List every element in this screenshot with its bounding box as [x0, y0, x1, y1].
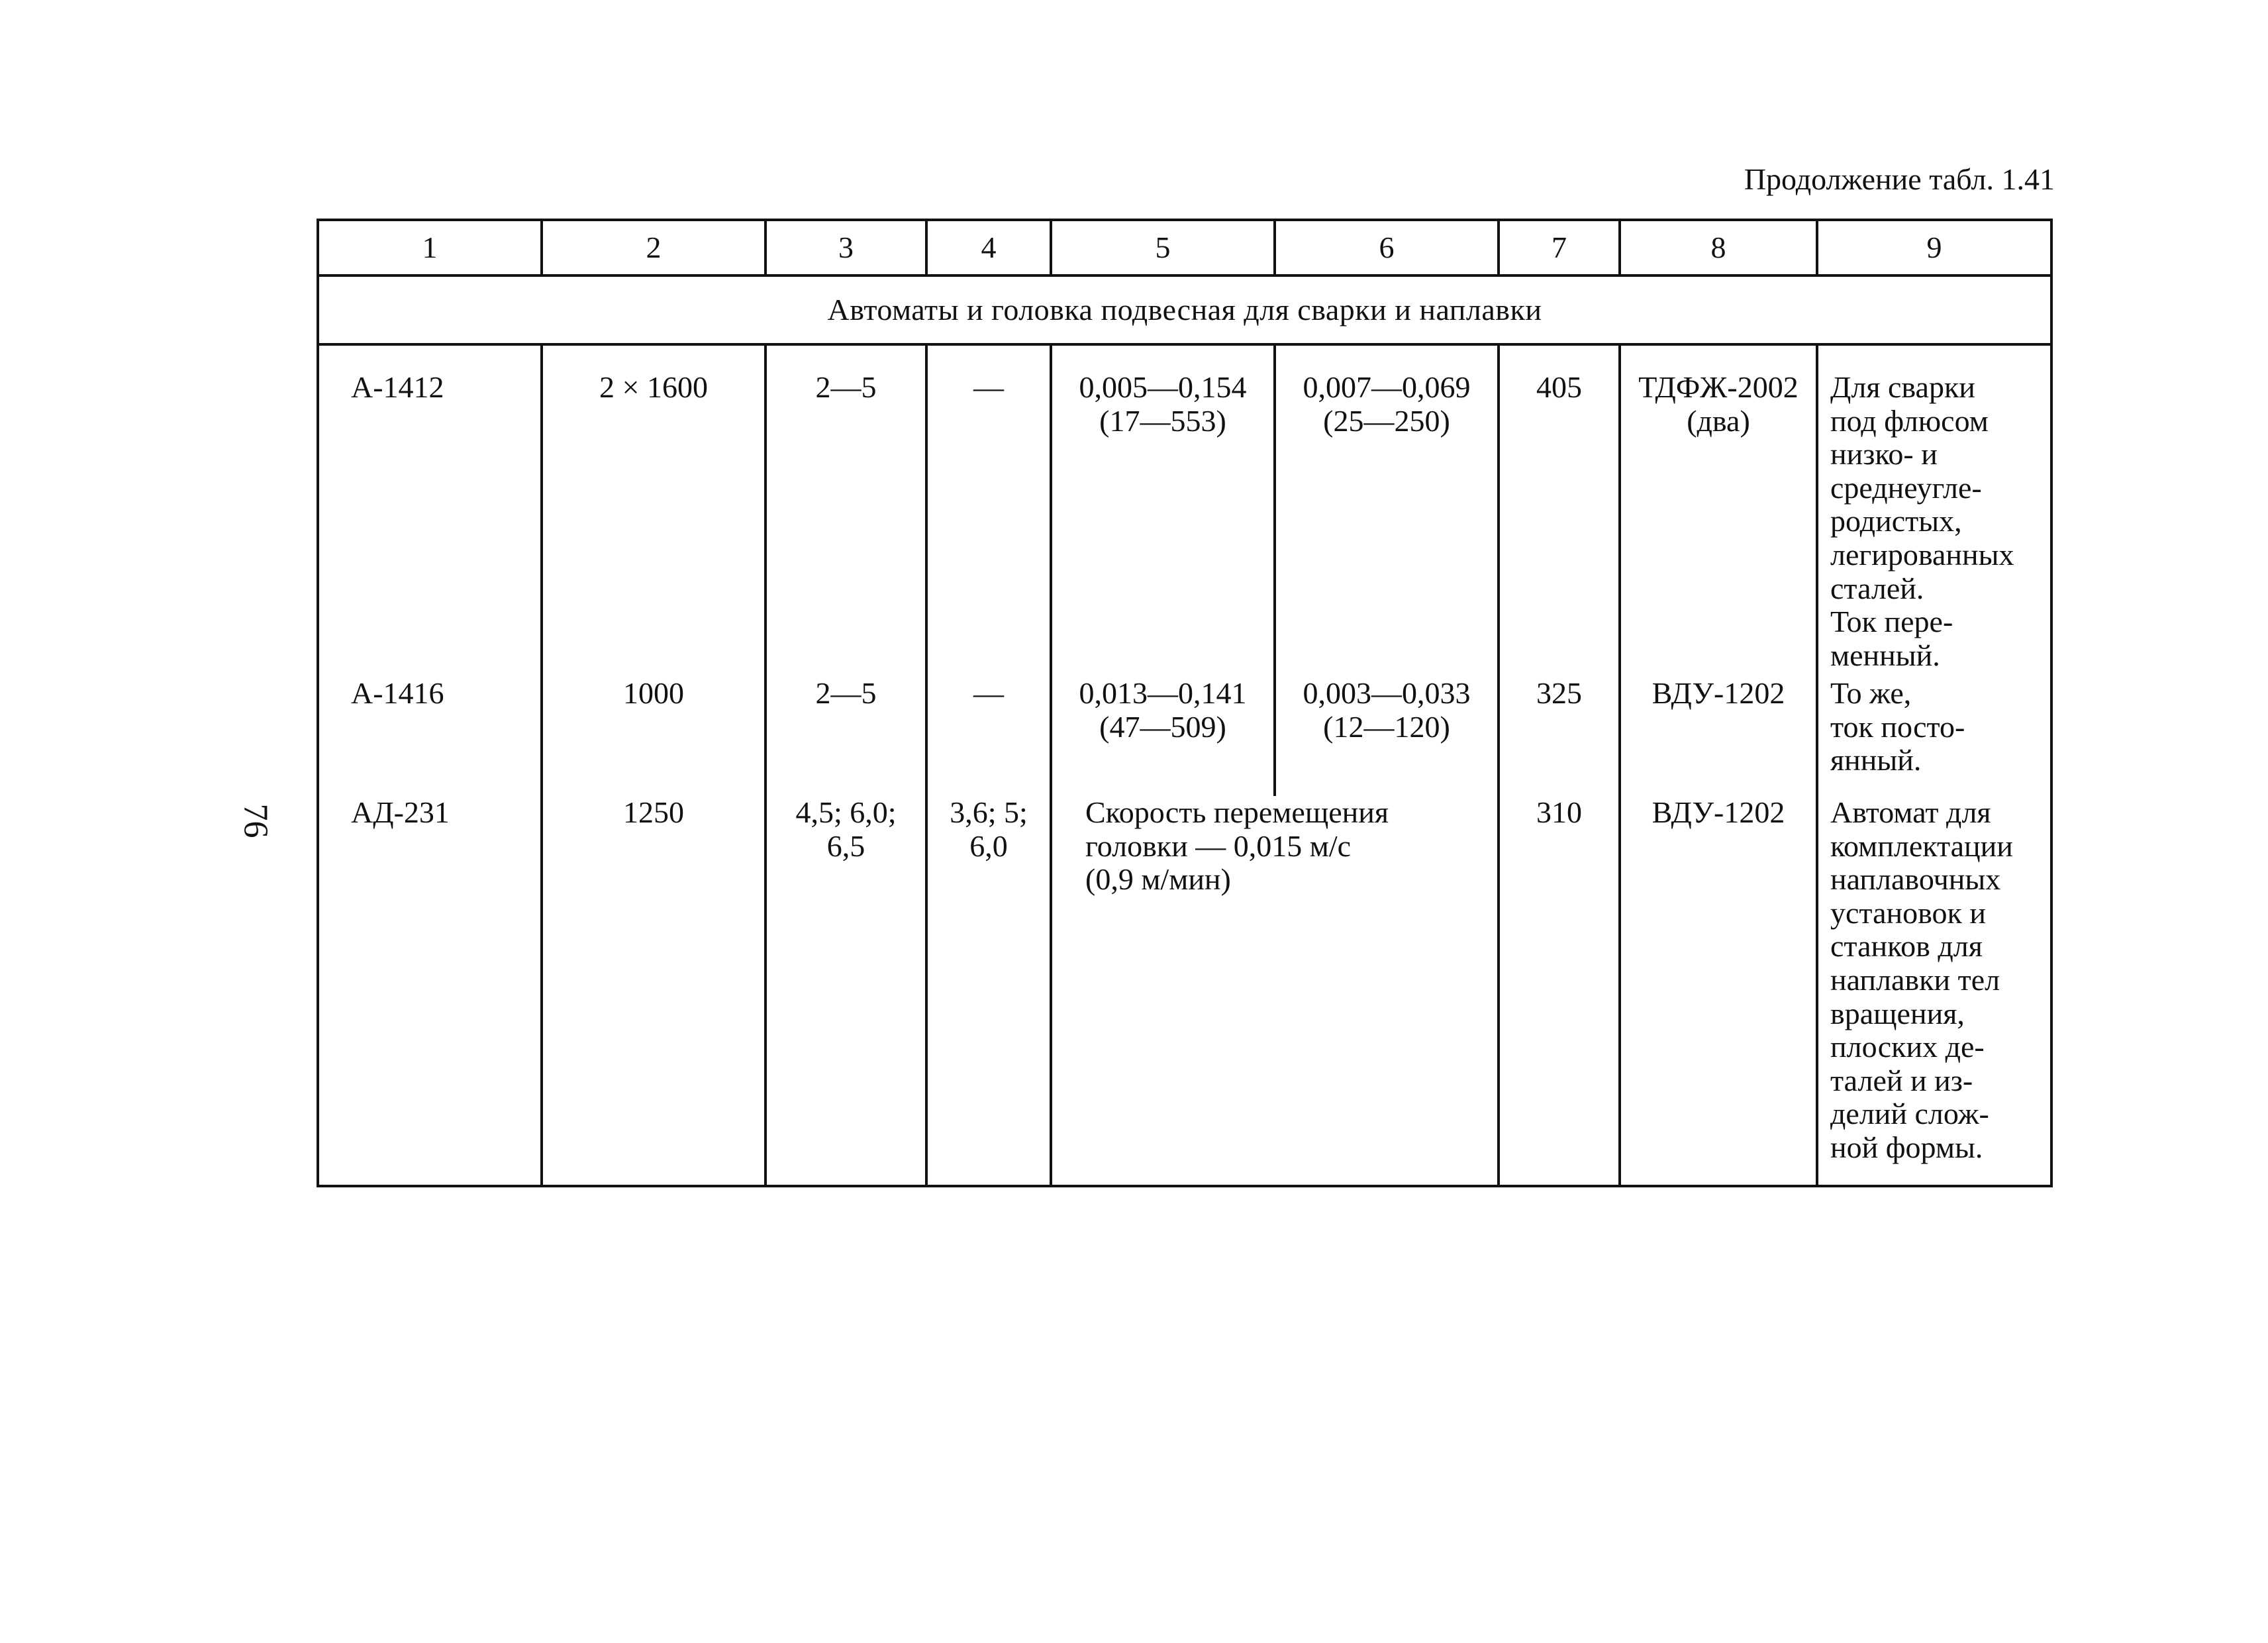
current-cell: 1000: [542, 677, 765, 796]
cell-line: 0,003—0,033: [1303, 676, 1471, 710]
cell-line: (12—120): [1323, 709, 1450, 744]
table-caption: Продолжение табл. 1.41: [1744, 162, 2055, 196]
cell-line: под флюсом: [1830, 403, 1989, 438]
cell-line: Скорость перемещения: [1085, 795, 1389, 829]
cell-line: Для сварки: [1830, 370, 1975, 404]
cell-line: ВДУ-1202: [1652, 676, 1785, 710]
cell-line: (17—553): [1099, 403, 1226, 438]
wire-feed-speed-cell: [1051, 344, 1275, 677]
model-cell: АД-231: [318, 796, 542, 1186]
cell-line: 0,007—0,069: [1303, 370, 1471, 404]
cell-line: легированных: [1830, 537, 2014, 572]
cell-line: (25—250): [1323, 403, 1450, 438]
electrode-diameter-cell: 2—5: [765, 344, 926, 677]
welding-speed-cell: [1275, 677, 1499, 796]
power-source-cell: [1620, 796, 1817, 1186]
power-source-cell: [1620, 344, 1817, 677]
cell-line: делий слож-: [1830, 1097, 1989, 1131]
electrode-diameter-cell: 2—5: [765, 677, 926, 796]
cell-line: наплавочных: [1830, 862, 2001, 897]
spec-table: [317, 219, 2053, 1187]
cell-line: (0,9 м/мин): [1085, 862, 1231, 897]
cell-line: (47—509): [1099, 709, 1226, 744]
column-header: 8: [1620, 220, 1817, 275]
welding-speed-cell: [1275, 344, 1499, 677]
note-cell: [1817, 796, 2051, 1186]
cell-line: низко- и: [1830, 437, 1938, 472]
cell-line: ТДФЖ-2002: [1638, 370, 1799, 404]
cell-line: То же,: [1830, 676, 1912, 710]
column-header: 6: [1275, 220, 1499, 275]
current-cell: 2 × 1600: [542, 344, 765, 677]
cell-line: ной формы.: [1830, 1130, 1983, 1164]
electrode-diameter-cell: [765, 796, 926, 1186]
cell-line: вращения,: [1830, 996, 1965, 1030]
cell-line: 6,5: [826, 828, 865, 863]
section-header-row: [318, 275, 2051, 344]
model-cell: А-1416: [318, 677, 542, 796]
cell-line: талей и из-: [1830, 1063, 1973, 1097]
cell-line: янный.: [1830, 743, 1922, 777]
wire-diameter-cell: [926, 796, 1051, 1186]
cell-line: 3,6; 5;: [950, 795, 1028, 829]
cell-line: (два): [1687, 403, 1750, 438]
table-row: [318, 677, 2051, 796]
cell-line: установок и: [1830, 895, 1986, 930]
mass-cell: 310: [1499, 796, 1620, 1186]
cell-line: наплавки тел: [1830, 962, 2000, 997]
cell-line: 6,0: [969, 828, 1008, 863]
table-row: [318, 796, 2051, 1186]
current-cell: 1250: [542, 796, 765, 1186]
cell-line: плоских де-: [1830, 1030, 1985, 1064]
cell-line: Ток пере-: [1830, 605, 1953, 639]
cell-line: ВДУ-1202: [1652, 795, 1785, 829]
page-number: 76: [236, 803, 275, 838]
column-header: 9: [1817, 220, 2051, 275]
cell-line: 0,005—0,154: [1079, 370, 1247, 404]
section-title: Автоматы и головка подвесная для сварки и наплавки: [318, 275, 2051, 344]
note-cell: [1817, 677, 2051, 796]
wire-diameter-cell: —: [926, 344, 1051, 677]
wire-feed-speed-cell: [1051, 677, 1275, 796]
cell-line: сталей.: [1830, 571, 1924, 605]
mass-cell: 325: [1499, 677, 1620, 796]
cell-line: Автомат для: [1830, 795, 1991, 829]
cell-line: 0,013—0,141: [1079, 676, 1247, 710]
head-travel-speed-cell: [1051, 796, 1499, 1186]
note-cell: [1817, 344, 2051, 677]
model-cell: А-1412: [318, 344, 542, 677]
column-header: 1: [318, 220, 542, 275]
cell-line: головки — 0,015 м/с: [1085, 828, 1352, 863]
table-row: [318, 344, 2051, 677]
column-header-row: [318, 220, 2051, 275]
column-header: 2: [542, 220, 765, 275]
wire-diameter-cell: —: [926, 677, 1051, 796]
cell-line: менный.: [1830, 638, 1940, 672]
column-header: 4: [926, 220, 1051, 275]
cell-line: комплектации: [1830, 828, 2013, 863]
power-source-cell: [1620, 677, 1817, 796]
cell-line: 4,5; 6,0;: [795, 795, 897, 829]
cell-line: родистых,: [1830, 504, 1962, 538]
cell-line: станков для: [1830, 929, 1983, 964]
column-header: 7: [1499, 220, 1620, 275]
cell-line: ток посто-: [1830, 709, 1965, 744]
cell-line: среднеугле-: [1830, 470, 1982, 505]
column-header: 3: [765, 220, 926, 275]
column-header: 5: [1051, 220, 1275, 275]
mass-cell: 405: [1499, 344, 1620, 677]
